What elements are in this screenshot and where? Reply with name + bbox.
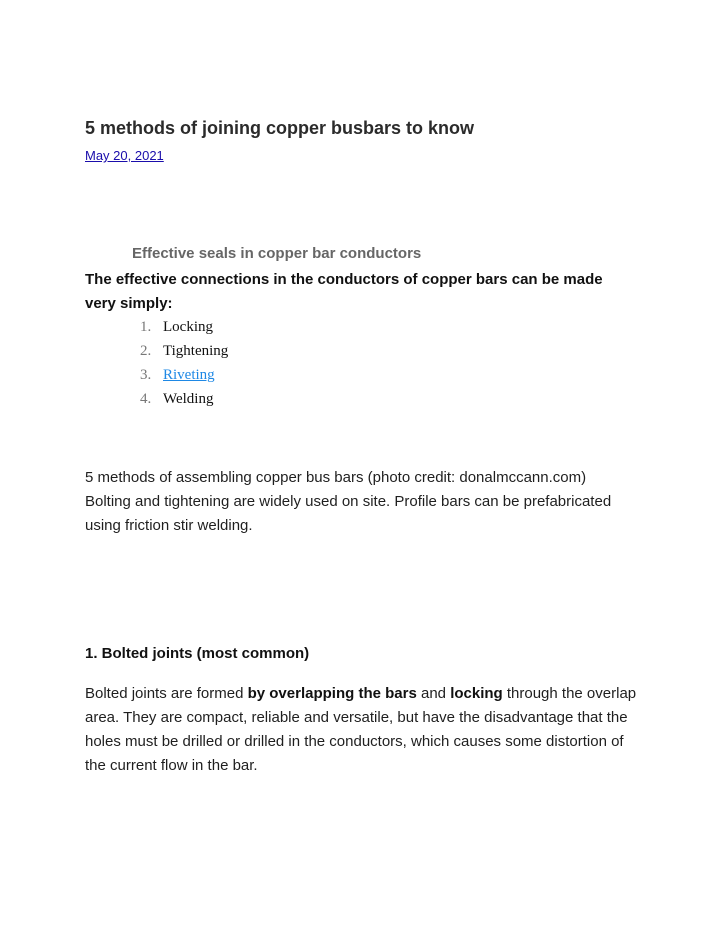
intro-text: The effective connections in the conductors of copper bars can be made very simply:: [85, 271, 603, 312]
list-item-tightening: Tightening: [163, 343, 229, 359]
section-subheading: Effective seals in copper bar conductors: [132, 245, 422, 262]
methods-list: [140, 315, 228, 411]
section-heading-bolted: 1. Bolted joints (most common): [85, 645, 310, 662]
list-item-welding: Welding: [163, 391, 214, 407]
list-item: [140, 315, 228, 339]
article-title: 5 methods of joining copper busbars to know: [85, 118, 475, 138]
emphasis-locking: locking: [450, 685, 503, 702]
list-item: [140, 387, 228, 411]
list-item-locking: Locking: [163, 319, 213, 335]
photo-caption: 5 methods of assembling copper bus bars (photo credit: donalmccann.com): [85, 469, 587, 486]
list-item: [140, 339, 228, 363]
photo-caption-paragraph: [85, 466, 645, 538]
emphasis-overlapping: by overlapping the bars: [247, 685, 417, 702]
article-date-link[interactable]: May 20, 2021: [85, 148, 164, 163]
list-number: 2.: [140, 343, 152, 359]
list-number: 4.: [140, 391, 152, 407]
paragraph-text: Bolting and tightening are widely used on site. Profile bars can be prefabricated using friction stir welding.: [85, 493, 612, 534]
list-number: 1.: [140, 319, 152, 335]
paragraph-text: Bolted joints are formed: [85, 685, 248, 702]
paragraph-text: and: [416, 685, 451, 702]
bolted-joints-paragraph: [85, 682, 645, 778]
list-item: [140, 363, 228, 387]
paragraph-text: through the overlap area. They are compact, reliable and versatile, but have the disadvantage that the holes must be drilled or drilled in the conductors, which causes some distortion of the current flow in the bar.: [85, 685, 637, 774]
list-number: 3.: [140, 367, 152, 383]
riveting-link[interactable]: Riveting: [163, 367, 215, 383]
